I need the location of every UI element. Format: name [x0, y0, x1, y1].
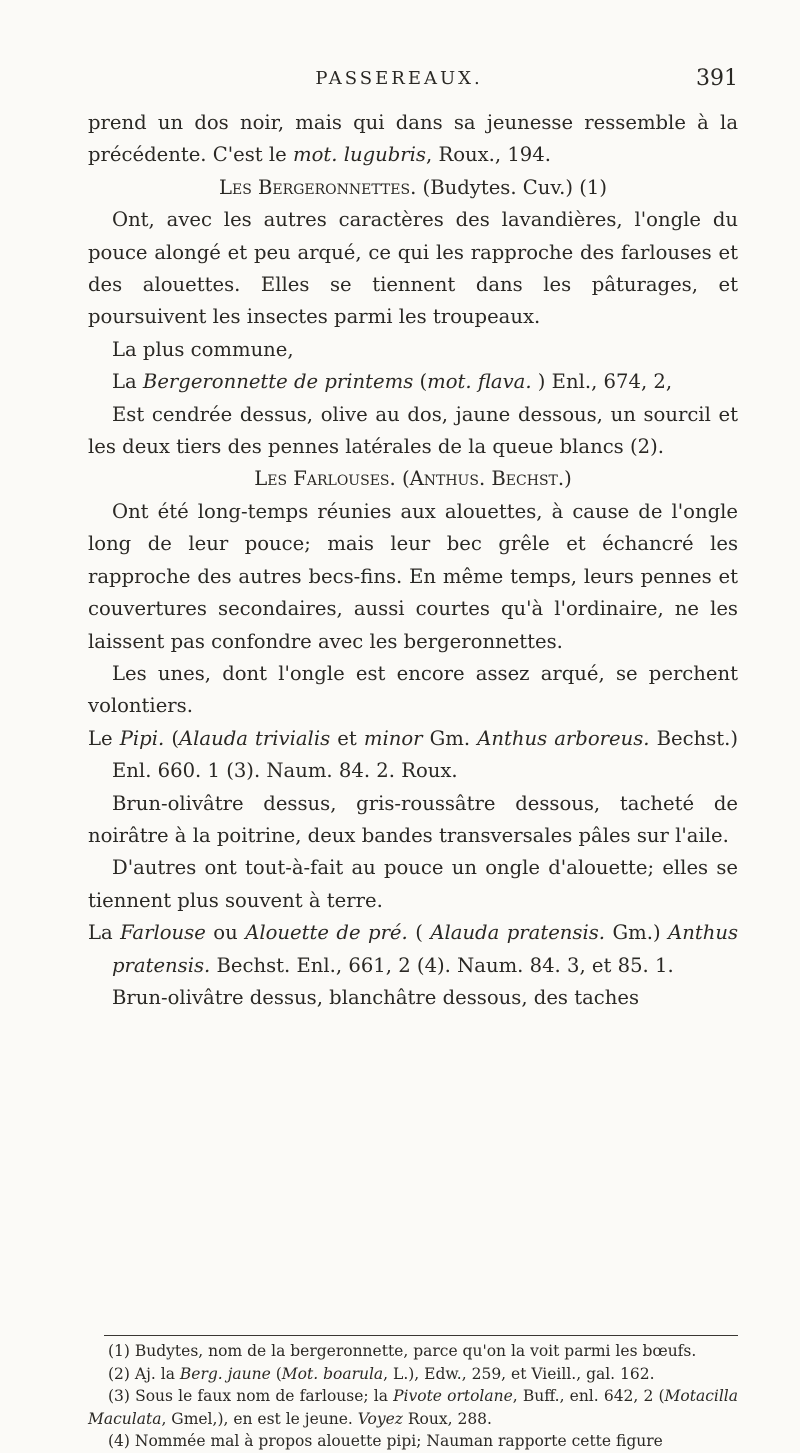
paragraph: Est cendrée dessus, olive au dos, jaune dessous, un sourcil et les deux tiers des pennes latérales de la queue blancs (2).	[88, 402, 738, 459]
running-title: PASSEREAUX.	[315, 68, 483, 89]
footnote-1: (1) Budytes, nom de la bergeronnette, parce qu'on la voit parmi les bœufs.	[108, 1342, 697, 1360]
paragraph: La plus commune,	[112, 337, 294, 361]
species-entry: Le Pipi. (Alauda trivialis et minor Gm. Anthus arboreus. Bechst.) Enl. 660. 1 (3). Naum. 84. 2. Roux.	[88, 726, 738, 783]
footnote-4: (4) Nommée mal à propos alouette pipi; Nauman rapporte cette figure	[108, 1432, 663, 1450]
footnote-3: (3) Sous le faux nom de farlouse; la Pivote ortolane, Buff., enl. 642, 2 (Motacilla Maculata, Gmel,), en est le jeune. Voyez Roux, 288.	[88, 1387, 738, 1428]
page-header	[60, 62, 738, 98]
paragraph: Brun-olivâtre dessus, blanchâtre dessous, des taches	[112, 985, 639, 1009]
footnote-2: (2) Aj. la Berg. jaune (Mot. boarula, L.), Edw., 259, et Vieill., gal. 162.	[108, 1364, 655, 1383]
footnotes	[88, 1340, 738, 1453]
page-number: 391	[696, 66, 738, 91]
paragraph: D'autres ont tout-à-fait au pouce un ongle d'alouette; elles se tiennent plus souvent à terre.	[88, 856, 738, 912]
paragraph: Ont été long-temps réunies aux alouettes, à cause de l'ongle long de leur pouce; mais leur bec grêle et échancré les rapproche des autres becs-fins. En même temps, leurs pennes et couvertures secondaires, aussi courtes qu'à l'ordinaire, ne les laissent pas confondre avec les bergeronnettes.	[88, 499, 738, 653]
main-text	[88, 107, 738, 1014]
paragraph: Brun-olivâtre dessus, gris-roussâtre dessous, tacheté de noirâtre à la poitrine, deux bandes transversales pâles sur l'aile.	[88, 791, 738, 847]
species-entry: La Bergeronnette de printems (mot. flava. ) Enl., 674, 2,	[112, 370, 673, 394]
section-heading-bergeronnettes: Les Bergeronnettes. (Budytes. Cuv.) (1)	[218, 175, 608, 199]
paragraph: prend un dos noir, mais qui dans sa jeunesse ressemble à la précédente. C'est le mot. lugubris, Roux., 194.	[88, 111, 738, 167]
section-heading-farlouses: Les Farlouses. (Anthus. Bechst.)	[254, 467, 572, 491]
paragraph: Les unes, dont l'ongle est encore assez arqué, se perchent volontiers.	[88, 661, 738, 718]
species-entry: La Farlouse ou Alouette de pré. ( Alauda pratensis. Gm.) Anthus pratensis. Bechst. Enl., 661, 2 (4). Naum. 84. 3, et 85. 1.	[88, 921, 739, 977]
paragraph: Ont, avec les autres caractères des lavandières, l'ongle du pouce alongé et peu arqué, ce qui les rapproche des farlouses et des alouettes. Elles se tiennent dans les pâturages, et poursuivent les insectes parmi les troupeaux.	[88, 208, 738, 329]
footnote-rule	[104, 1335, 738, 1336]
